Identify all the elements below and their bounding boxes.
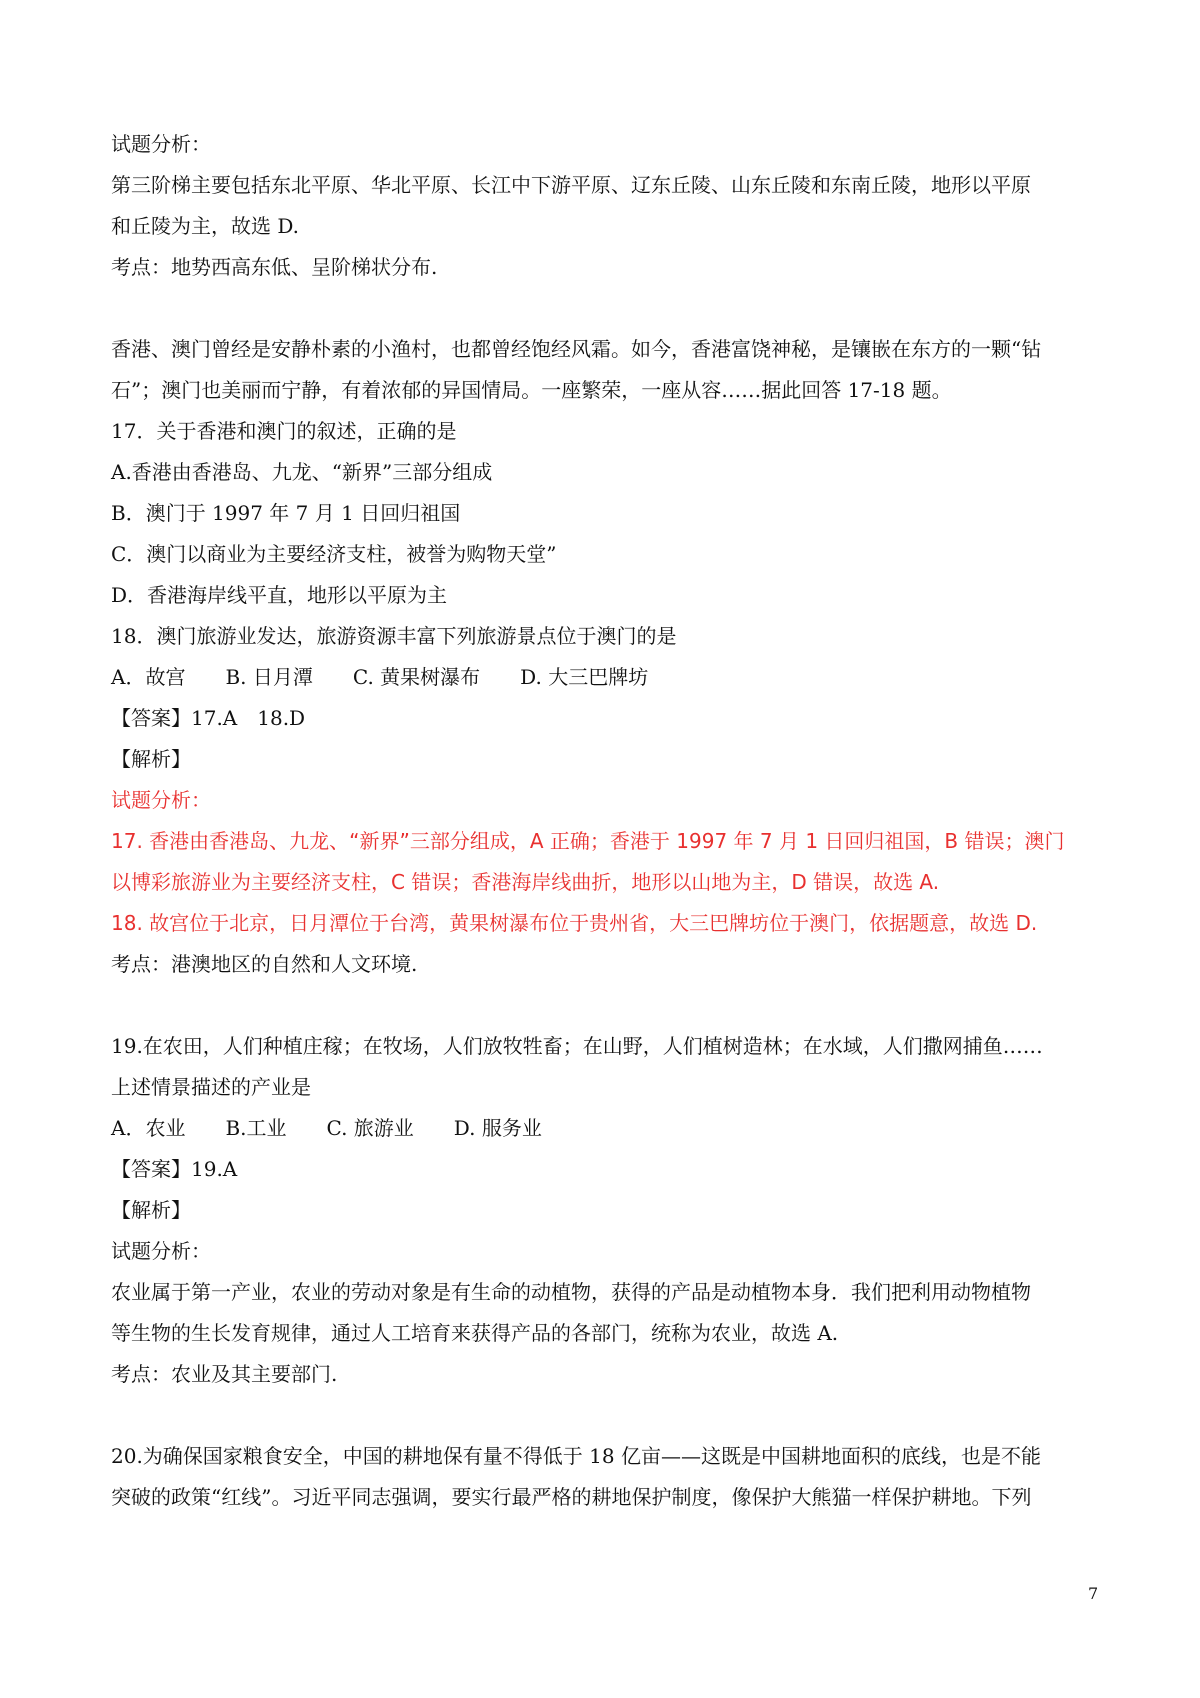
question-19: 19.在农田，人们种植庄稼；在牧场，人们放牧牲畜；在山野，人们植树造林；在水域，人们撒网捕鱼……	[111, 1034, 1043, 1058]
analysis-red-17: 17. 香港由香港岛、九龙、“新界”三部分组成，A 正确；香港于 1997 年 7 月 1 日回归祖国，B 错误；澳门	[111, 829, 1065, 853]
options-18: A．故宫 B. 日月潭 C. 黄果树瀑布 D. 大三巴牌坊	[111, 665, 649, 689]
text-line: 石”；澳门也美丽而宁静，有着浓郁的异国情局。一座繁荣，一座从容……据此回答 17-18 题。	[111, 378, 952, 402]
analysis-title: 试题分析：	[111, 1239, 211, 1263]
text-line: 香港、澳门曾经是安静朴素的小渔村，也都曾经饱经风霜。如今，香港富饶神秘，是镶嵌在东方的一颗“钻	[111, 337, 1042, 361]
analysis-heading: 【解析】	[111, 747, 191, 771]
option-b: B．澳门于 1997 年 7 月 1 日回归祖国	[111, 501, 461, 525]
option-d: D．香港海岸线平直，地形以平原为主	[111, 583, 448, 607]
key-point: 考点：港澳地区的自然和人文环境.	[111, 952, 418, 976]
question-17: 17．关于香港和澳门的叙述，正确的是	[111, 419, 457, 443]
question-18: 18．澳门旅游业发达，旅游资源丰富下列旅游景点位于澳门的是	[111, 624, 677, 648]
options-19: A．农业 B.工业 C. 旅游业 D. 服务业	[111, 1116, 542, 1140]
text-line: 和丘陵为主，故选 D.	[111, 214, 300, 238]
question-20-cont: 突破的政策“红线”。习近平同志强调，要实行最严格的耕地保护制度，像保护大熊猫一样保护耕地。下列	[111, 1485, 1032, 1509]
text-line: 第三阶梯主要包括东北平原、华北平原、长江中下游平原、辽东丘陵、山东丘陵和东南丘陵，地形以平原	[111, 173, 1031, 197]
answer-line: 【答案】17.A 18.D	[111, 706, 306, 730]
option-c: C．澳门以商业为主要经济支柱，被誉为购物天堂”	[111, 542, 557, 566]
analysis-heading: 【解析】	[111, 1198, 191, 1222]
analysis-text: 农业属于第一产业，农业的劳动对象是有生命的动植物，获得的产品是动植物本身．我们把利用动物植物	[111, 1280, 1031, 1304]
analysis-red-18: 18. 故宫位于北京，日月潭位于台湾，黄果树瀑布位于贵州省，大三巴牌坊位于澳门，依据题意，故选 D.	[111, 911, 1038, 935]
analysis-red-17-cont: 以博彩旅游业为主要经济支柱，C 错误；香港海岸线曲折，地形以山地为主，D 错误，故选 A.	[111, 870, 940, 894]
key-point: 考点：农业及其主要部门.	[111, 1362, 338, 1386]
question-20: 20.为确保国家粮食安全，中国的耕地保有量不得低于 18 亿亩——这既是中国耕地面积的底线，也是不能	[111, 1444, 1041, 1468]
text-line: 试题分析：	[111, 132, 211, 156]
option-a: A.香港由香港岛、九龙、“新界”三部分组成	[111, 460, 493, 484]
analysis-red-title: 试题分析：	[111, 788, 211, 812]
question-19-cont: 上述情景描述的产业是	[111, 1075, 311, 1099]
answer-line: 【答案】19.A	[111, 1157, 238, 1181]
page-number: 7	[1088, 1584, 1099, 1603]
analysis-text: 等生物的生长发育规律，通过人工培育来获得产品的各部门，统称为农业，故选 A.	[111, 1321, 839, 1345]
text-line: 考点：地势西高东低、呈阶梯状分布.	[111, 255, 438, 279]
